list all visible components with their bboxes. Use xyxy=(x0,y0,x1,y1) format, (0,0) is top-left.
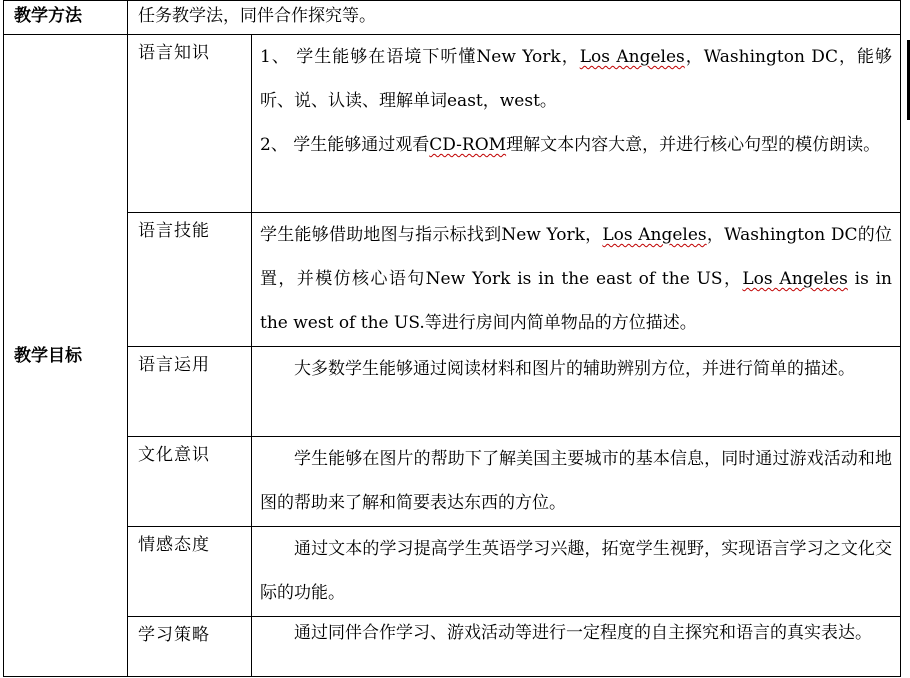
objective-label-skills: 语言技能 xyxy=(128,213,252,347)
knowledge-paragraph-1: 1、 学生能够在语境下听懂New York，Los Angeles，Washington DC，能够听、说、认读、理解单词east，west。 xyxy=(260,47,892,111)
objective-content-skills: 学生能够借助地图与指示标找到New York，Los Angeles，Washington DC的位置，并模仿核心语句New York is in the east of the US，Los Angeles is in the west of the US.等进行房间内简单物品的方位描述。 xyxy=(252,213,901,347)
objective-label-strategy: 学习策略 xyxy=(128,617,252,677)
objective-label-culture: 文化意识 xyxy=(128,437,252,527)
table-row xyxy=(4,213,901,347)
objective-content-knowledge xyxy=(252,35,901,213)
teaching-plan-table xyxy=(3,0,901,677)
table-row xyxy=(4,35,901,213)
table-row xyxy=(4,347,901,437)
method-label: 教学方法 xyxy=(4,1,128,35)
objective-content-strategy: 通过同伴合作学习、游戏活动等进行一定程度的自主探究和语言的真实表达。 xyxy=(252,617,901,677)
table-row xyxy=(4,437,901,527)
objective-label-usage: 语言运用 xyxy=(128,347,252,437)
objective-label-attitude: 情感态度 xyxy=(128,527,252,617)
objectives-label: 教学目标 xyxy=(4,35,128,677)
knowledge-paragraph-2: 2、 学生能够通过观看CD-ROM理解文本内容大意，并进行核心句型的模仿朗读。 xyxy=(260,135,881,155)
table-row xyxy=(4,1,901,35)
table-row xyxy=(4,617,901,677)
objective-label-knowledge: 语言知识 xyxy=(128,35,252,213)
table-row xyxy=(4,527,901,617)
objective-content-usage: 大多数学生能够通过阅读材料和图片的辅助辨别方位，并进行简单的描述。 xyxy=(252,347,901,437)
method-value: 任务教学法，同伴合作探究等。 xyxy=(128,1,901,35)
objective-content-culture: 学生能够在图片的帮助下了解美国主要城市的基本信息，同时通过游戏活动和地图的帮助来了解和简要表达东西的方位。 xyxy=(252,437,901,527)
objective-content-attitude: 通过文本的学习提高学生英语学习兴趣，拓宽学生视野，实现语言学习之文化交际的功能。 xyxy=(252,527,901,617)
